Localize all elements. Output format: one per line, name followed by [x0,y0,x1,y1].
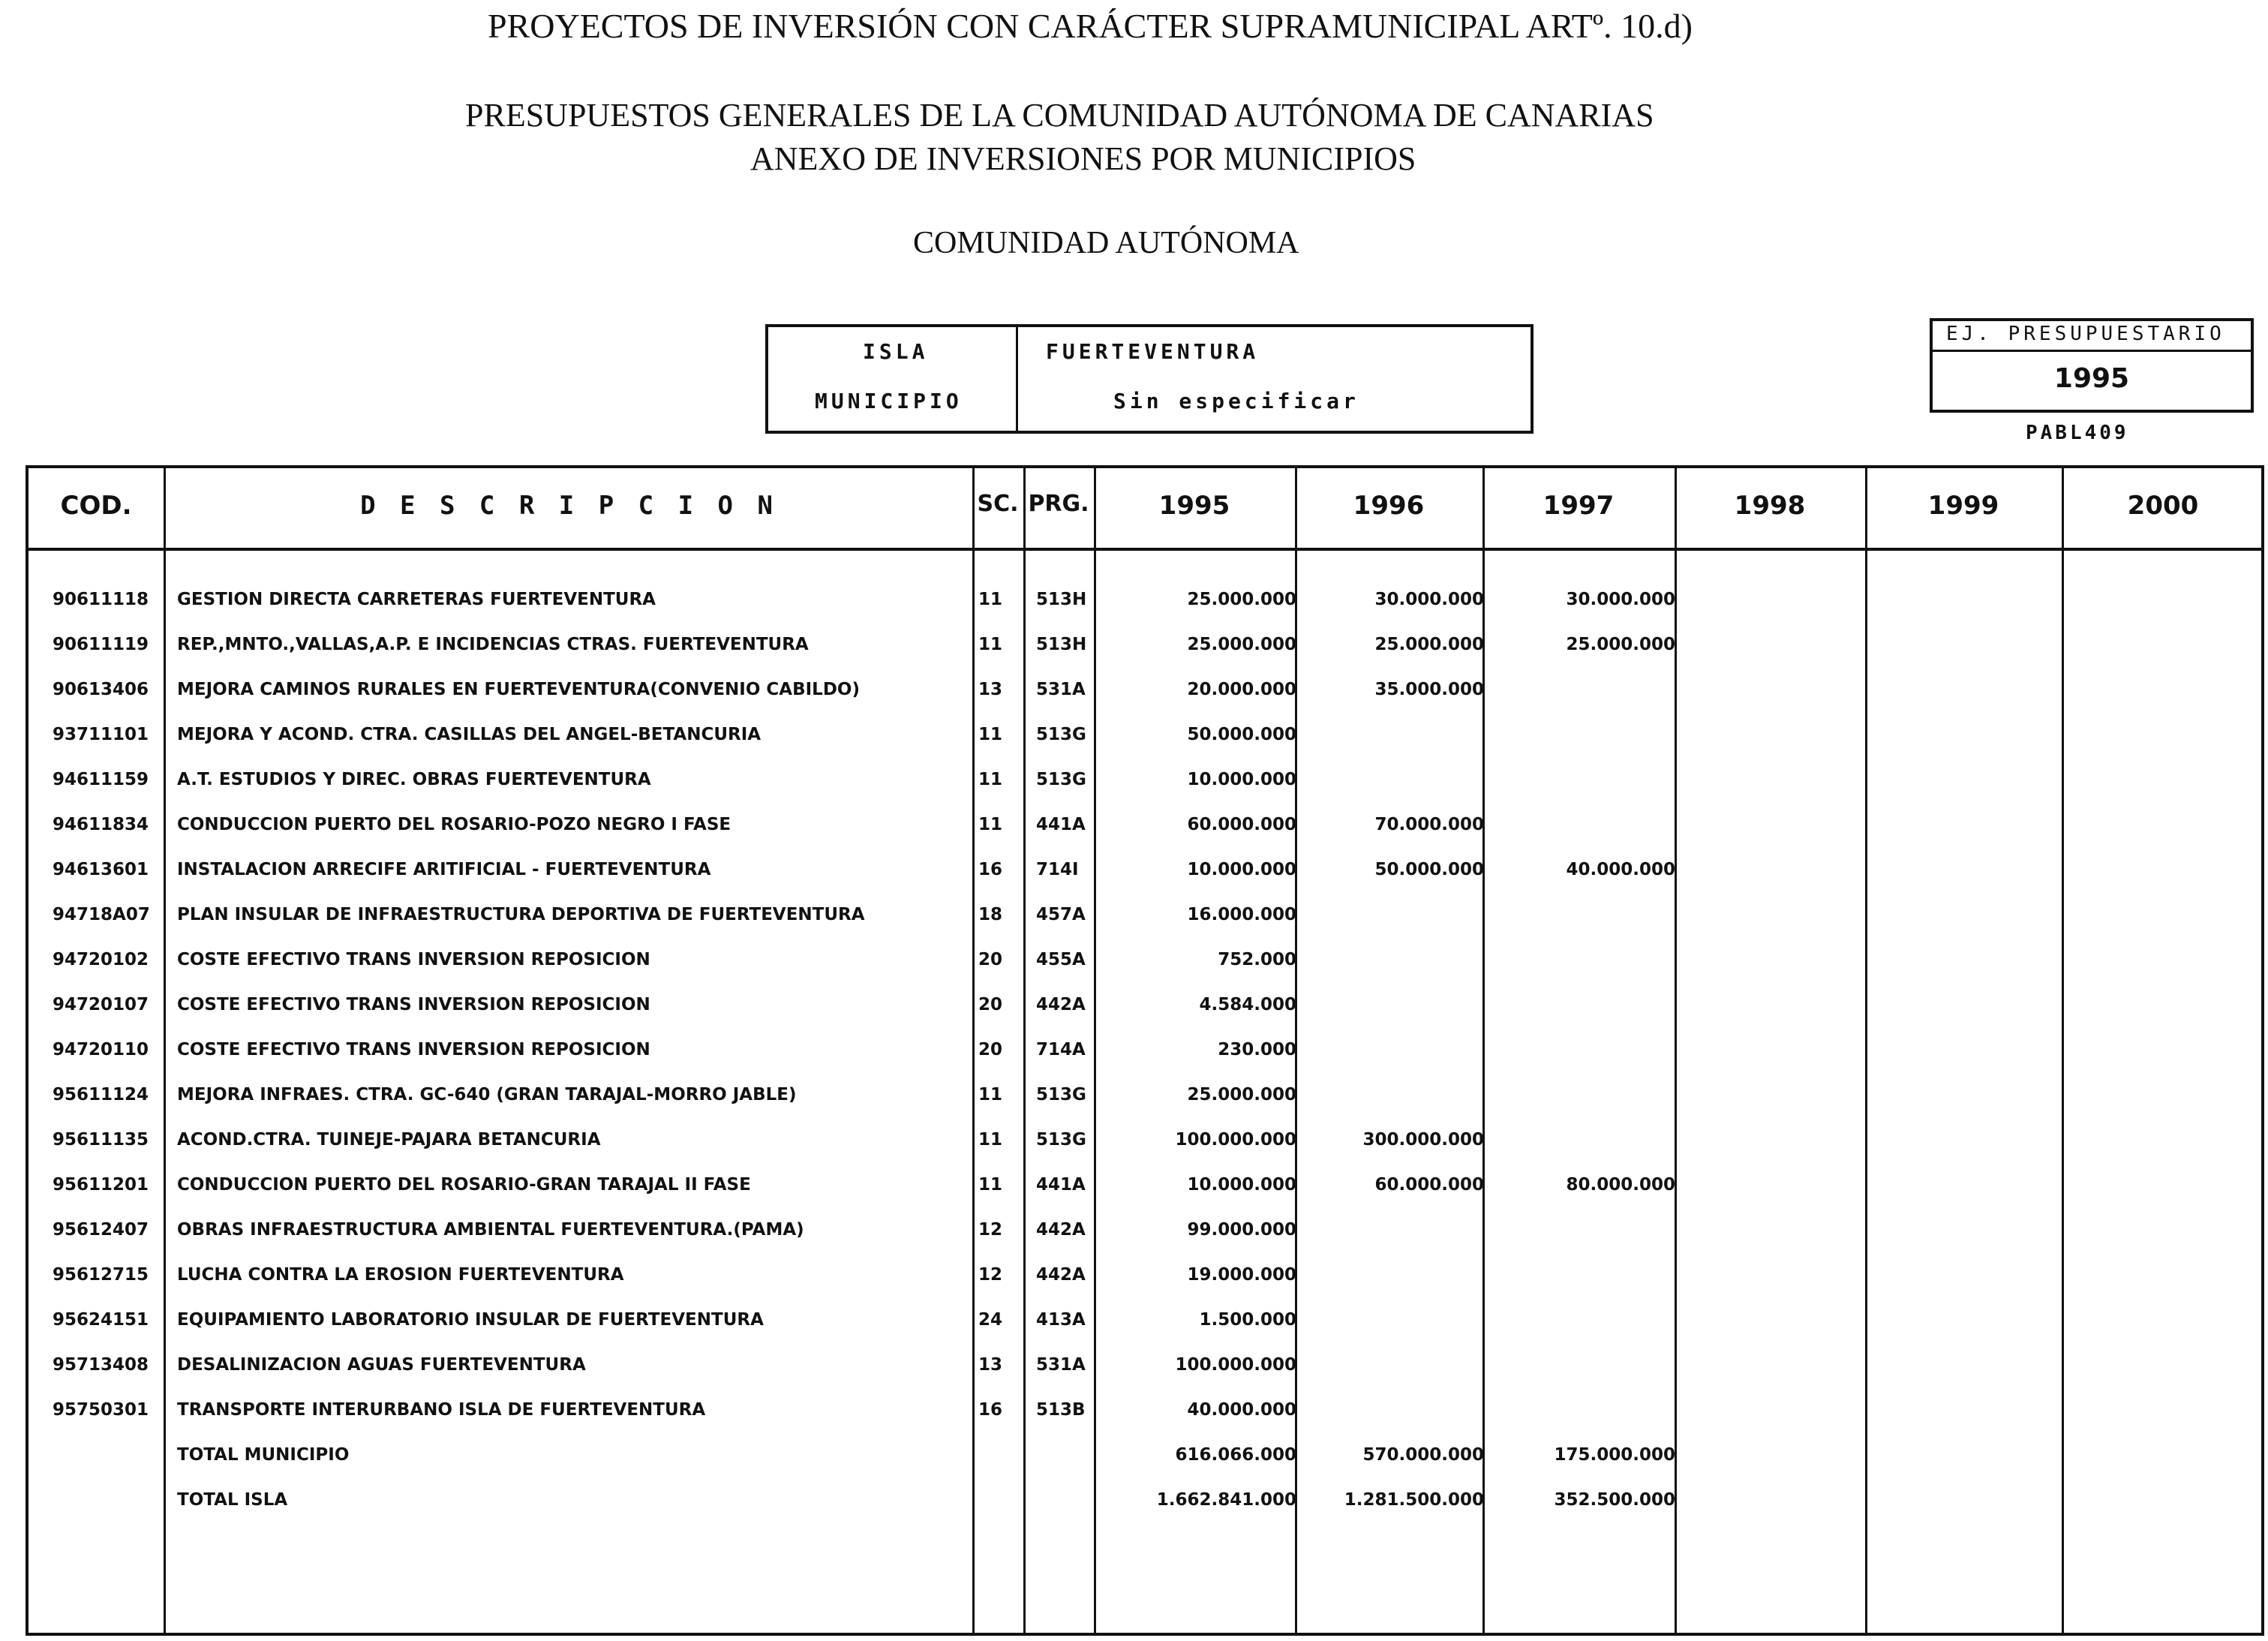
row-sc: 18 [978,905,1002,924]
row-amount-1997: 175.000.000 [1554,1445,1675,1465]
row-description: ACOND.CTRA. TUINEJE-PAJARA BETANCURIA [177,1130,601,1150]
col-header-2000: 2000 [2127,491,2199,521]
col-header-1999: 1999 [1927,491,1999,521]
table-row [29,1130,2261,1163]
table-row [29,635,2261,668]
row-sc: 11 [978,1130,1002,1150]
row-sc: 11 [978,635,1002,654]
row-description: EQUIPAMIENTO LABORATORIO INSULAR DE FUERTEVENTURA [177,1310,764,1330]
row-description: REP.,MNTO.,VALLAS,A.P. E INCIDENCIAS CTRAS. FUERTEVENTURA [177,635,809,654]
table-row [29,905,2261,938]
row-amount-1995: 99.000.000 [1187,1220,1296,1240]
row-amount-1995: 16.000.000 [1187,905,1296,924]
row-cod: 94613601 [53,860,149,879]
row-cod: 94720102 [53,950,149,969]
report-code: PABL409 [2026,422,2129,444]
row-description: COSTE EFECTIVO TRANS INVERSION REPOSICION [177,995,650,1014]
row-amount-1996: 30.000.000 [1374,590,1484,609]
table-row [29,1355,2261,1388]
row-cod: 94611159 [53,770,149,789]
row-description: DESALINIZACION AGUAS FUERTEVENTURA [177,1355,586,1375]
row-amount-1995: 10.000.000 [1187,1175,1296,1195]
row-sc: 12 [978,1265,1002,1285]
row-description: TRANSPORTE INTERURBANO ISLA DE FUERTEVENTURA [177,1400,706,1420]
row-amount-1995: 1.500.000 [1199,1310,1296,1330]
row-description: OBRAS INFRAESTRUCTURA AMBIENTAL FUERTEVENTURA.(PAMA) [177,1220,804,1240]
col-header-prg: PRG. [1028,491,1089,517]
row-prg: 442A [1036,995,1086,1014]
row-amount-1996: 35.000.000 [1374,680,1484,699]
row-cod: 95612407 [53,1220,149,1240]
row-amount-1995: 230.000 [1218,1040,1296,1059]
row-cod: 95750301 [53,1400,149,1420]
row-sc: 20 [978,1040,1002,1059]
col-header-1995: 1995 [1158,491,1230,521]
row-prg: 714I [1036,860,1079,879]
row-prg: 531A [1036,680,1086,699]
row-description: TOTAL MUNICIPIO [177,1445,350,1465]
row-amount-1997: 25.000.000 [1566,635,1675,654]
table-row [29,590,2261,623]
row-prg: 513G [1036,770,1086,789]
table-row [29,1175,2261,1208]
row-amount-1997: 40.000.000 [1566,860,1675,879]
table-row [29,1220,2261,1253]
row-description: INSTALACION ARRECIFE ARITIFICIAL - FUERTEVENTURA [177,860,711,879]
row-sc: 16 [978,1400,1002,1420]
row-amount-1995: 752.000 [1218,950,1296,969]
row-amount-1996: 300.000.000 [1362,1130,1484,1150]
row-description: MEJORA CAMINOS RURALES EN FUERTEVENTURA(CONVENIO CABILDO) [177,680,860,699]
doc-subtitle-community: COMUNIDAD AUTÓNOMA [913,226,1299,260]
municipio-label: MUNICIPIO [815,389,963,413]
row-cod: 95624151 [53,1310,149,1330]
row-amount-1996: 570.000.000 [1362,1445,1484,1465]
doc-title-article: PROYECTOS DE INVERSIÓN CON CARÁCTER SUPRAMUNICIPAL ARTº. 10.d) [488,7,1693,45]
ejercicio-box [1930,318,2254,413]
row-cod: 95611201 [53,1175,149,1195]
row-prg: 457A [1036,905,1086,924]
row-sc: 11 [978,1175,1002,1195]
table-row [29,1490,2261,1523]
row-cod: 93711101 [53,725,149,744]
row-sc: 11 [978,815,1002,834]
isla-label: ISLA [863,339,929,364]
row-amount-1995: 10.000.000 [1187,770,1296,789]
row-amount-1995: 616.066.000 [1175,1445,1296,1465]
table-row [29,1400,2261,1433]
row-description: CONDUCCION PUERTO DEL ROSARIO-GRAN TARAJAL II FASE [177,1175,751,1195]
row-description: MEJORA Y ACOND. CTRA. CASILLAS DEL ANGEL-BETANCURIA [177,725,762,744]
row-description: COSTE EFECTIVO TRANS INVERSION REPOSICION [177,1040,650,1059]
isla-municipio-box [765,324,1534,434]
col-header-1996: 1996 [1353,491,1425,521]
row-prg: 513G [1036,1130,1086,1150]
row-cod: 94718A07 [53,905,150,924]
table-row [29,1445,2261,1478]
ejercicio-label: EJ. PRESUPUESTARIO [1946,323,2225,345]
row-cod: 90611118 [53,590,149,609]
row-amount-1995: 25.000.000 [1187,590,1296,609]
row-prg: 441A [1036,1175,1086,1195]
row-amount-1997: 30.000.000 [1566,590,1675,609]
row-description: CONDUCCION PUERTO DEL ROSARIO-POZO NEGRO I FASE [177,815,731,834]
row-sc: 11 [978,590,1002,609]
row-description: TOTAL ISLA [177,1490,288,1510]
row-amount-1995: 60.000.000 [1187,815,1296,834]
row-cod: 94611834 [53,815,149,834]
row-sc: 11 [978,725,1002,744]
table-row [29,815,2261,848]
investments-table [26,465,2264,1636]
row-amount-1995: 19.000.000 [1187,1265,1296,1285]
row-description: MEJORA INFRAES. CTRA. GC-640 (GRAN TARAJAL-MORRO JABLE) [177,1085,797,1105]
row-prg: 442A [1036,1220,1086,1240]
row-prg: 513B [1036,1400,1086,1420]
row-sc: 16 [978,860,1002,879]
col-header-descripcion: D E S C R I P C I O N [360,491,777,521]
ejercicio-year: 1995 [2053,363,2130,394]
row-cod: 90613406 [53,680,149,699]
row-sc: 11 [978,1085,1002,1105]
table-row [29,680,2261,713]
row-cod: 95612715 [53,1265,149,1285]
row-prg: 513G [1036,1085,1086,1105]
row-sc: 13 [978,1355,1002,1375]
row-amount-1995: 100.000.000 [1175,1355,1296,1375]
col-header-sc: SC. [977,491,1019,517]
row-cod: 95713408 [53,1355,149,1375]
table-row [29,1040,2261,1073]
row-amount-1995: 100.000.000 [1175,1130,1296,1150]
row-amount-1995: 4.584.000 [1199,995,1296,1014]
row-prg: 455A [1036,950,1086,969]
row-sc: 20 [978,995,1002,1014]
row-amount-1996: 60.000.000 [1374,1175,1484,1195]
row-prg: 442A [1036,1265,1086,1285]
table-row [29,770,2261,803]
row-amount-1995: 10.000.000 [1187,860,1296,879]
row-description: A.T. ESTUDIOS Y DIREC. OBRAS FUERTEVENTURA [177,770,651,789]
table-row [29,1265,2261,1298]
isla-value: FUERTEVENTURA [1046,339,1260,364]
table-row [29,1085,2261,1118]
row-description: LUCHA CONTRA LA EROSION FUERTEVENTURA [177,1265,624,1285]
row-amount-1995: 25.000.000 [1187,1085,1296,1105]
row-sc: 13 [978,680,1002,699]
table-row [29,950,2261,983]
row-description: COSTE EFECTIVO TRANS INVERSION REPOSICION [177,950,650,969]
table-row [29,725,2261,758]
row-prg: 513G [1036,725,1086,744]
row-amount-1996: 25.000.000 [1374,635,1484,654]
row-amount-1996: 50.000.000 [1374,860,1484,879]
row-sc: 24 [978,1310,1002,1330]
row-description: GESTION DIRECTA CARRETERAS FUERTEVENTURA [177,590,656,609]
row-amount-1995: 20.000.000 [1187,680,1296,699]
row-cod: 95611124 [53,1085,149,1105]
row-prg: 531A [1036,1355,1086,1375]
table-row [29,860,2261,893]
col-header-cod: COD. [60,491,132,521]
row-amount-1995: 25.000.000 [1187,635,1296,654]
row-sc: 12 [978,1220,1002,1240]
doc-title-budget: PRESUPUESTOS GENERALES DE LA COMUNIDAD AUTÓNOMA DE CANARIAS [465,97,1654,134]
row-cod: 90611119 [53,635,149,654]
col-header-1998: 1998 [1734,491,1806,521]
row-prg: 413A [1036,1310,1086,1330]
col-header-1997: 1997 [1543,491,1615,521]
row-amount-1995: 50.000.000 [1187,725,1296,744]
row-sc: 20 [978,950,1002,969]
row-amount-1996: 70.000.000 [1374,815,1484,834]
row-cod: 94720107 [53,995,149,1014]
row-amount-1995: 1.662.841.000 [1156,1490,1296,1510]
row-amount-1996: 1.281.500.000 [1344,1490,1484,1510]
table-row [29,1310,2261,1343]
row-amount-1995: 40.000.000 [1187,1400,1296,1420]
row-cod: 95611135 [53,1130,149,1150]
row-amount-1997: 80.000.000 [1566,1175,1675,1195]
row-cod: 94720110 [53,1040,149,1059]
row-amount-1997: 352.500.000 [1554,1490,1675,1510]
row-prg: 714A [1036,1040,1086,1059]
row-description: PLAN INSULAR DE INFRAESTRUCTURA DEPORTIVA DE FUERTEVENTURA [177,905,865,924]
municipio-value: Sin especificar [1113,389,1359,413]
row-prg: 441A [1036,815,1086,834]
row-prg: 513H [1036,590,1087,609]
table-row [29,995,2261,1028]
doc-title-annex: ANEXO DE INVERSIONES POR MUNICIPIOS [750,140,1416,177]
row-sc: 11 [978,770,1002,789]
row-prg: 513H [1036,635,1087,654]
